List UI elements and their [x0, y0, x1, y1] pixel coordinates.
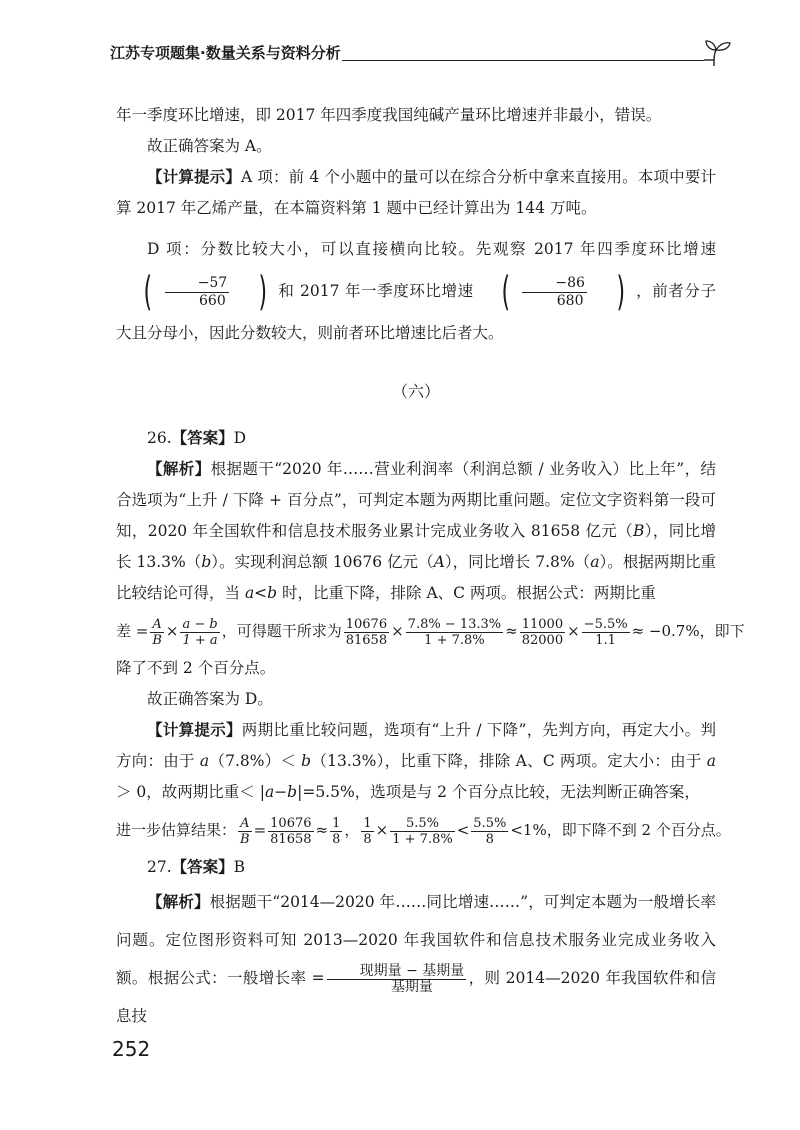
- q26-calc-tip: [116, 715, 716, 808]
- fraction: [520, 617, 565, 648]
- q26-analysis: [116, 454, 716, 609]
- text: （13.3%），比重下降，排除 A、C 两项。定大小：由于: [311, 752, 707, 770]
- denominator: B: [240, 831, 250, 847]
- page-body: [116, 100, 745, 1035]
- text: 根据题干“2014—2020 年……同比增速……”，可判定本题为一般增长率问题。定位图形资料可知 2013—2020 年我国软件和信息技术服务业完成业务收入额。根据公式：一般增长率 =: [116, 893, 716, 987]
- q26-answer: [116, 423, 716, 454]
- calc-tip-paragraph: [116, 162, 716, 224]
- answer-label: 【答案】: [171, 858, 234, 876]
- operator: ×: [165, 622, 179, 640]
- denominator: 8: [363, 831, 372, 847]
- running-header: [110, 38, 720, 68]
- numerator: A: [238, 816, 252, 832]
- question-number: 27.: [147, 858, 172, 876]
- paragraph: 故正确答案为 A。: [147, 137, 272, 155]
- numerator: 1: [332, 815, 341, 831]
- denominator: 1.1: [595, 632, 616, 648]
- denominator: 8: [485, 831, 494, 847]
- numerator: 10676: [345, 616, 388, 632]
- q27-analysis: [116, 883, 716, 1035]
- text: 时，比重下降，排除 A、C 两项。根据公式：两期比重: [277, 584, 656, 602]
- text: ≈ −0.7%，即下: [631, 622, 745, 640]
- fraction: [471, 816, 508, 847]
- text: 差 =: [116, 622, 149, 640]
- denominator: 82000: [521, 632, 564, 648]
- text: ，可得题干所求为: [221, 622, 342, 640]
- q27-answer: [116, 852, 716, 883]
- var: b: [201, 553, 212, 571]
- fraction: [238, 816, 252, 847]
- tip-text: A 项：前 4 个小题中的量可以在综合分析中拿来直接用。本项中要计算 2017 年乙烯产量，在本篇资料第 1 题中已经计算出为 144 万吨。: [116, 168, 716, 217]
- numerator: −86: [522, 275, 587, 293]
- operator: =: [253, 821, 267, 839]
- right-paren: ): [258, 269, 268, 315]
- fraction: [406, 617, 503, 648]
- text: D 项：分数比较大小，可以直接横向比较。先观察 2017 年四季度环比增速: [147, 240, 716, 258]
- numerator: 现期量 − 基期量: [327, 964, 467, 980]
- fraction: [344, 617, 389, 648]
- var: a: [590, 553, 600, 571]
- fraction: [522, 275, 587, 310]
- numerator: 1: [363, 815, 372, 831]
- paragraph: 年一季度环比增速，即 2017 年四季度我国纯碱产量环比增速并非最小，错误。: [116, 106, 662, 124]
- denominator: 1 + 7.8%: [424, 632, 485, 648]
- header-title: 江苏专项题集·数量关系与资料分析: [110, 44, 341, 62]
- denominator: 81658: [345, 632, 388, 648]
- numerator: 10676: [270, 815, 312, 831]
- tip-label: 【计算提示】: [147, 168, 242, 186]
- fraction: [330, 816, 342, 847]
- var: B: [633, 522, 645, 540]
- fraction: [390, 816, 454, 847]
- sprout-icon: [700, 38, 732, 68]
- operator: ×: [375, 821, 389, 839]
- var: a: [199, 752, 210, 770]
- right-paren: ): [616, 269, 626, 315]
- text: 和 2017 年一季度环比增速: [277, 282, 474, 300]
- text: 两期比重比较问题，选项有“上升 / 下降”，先判方向，再定大小。判方向：由于: [116, 721, 716, 770]
- var: b: [301, 752, 312, 770]
- text: 根据题干“2020 年……营业利润率（利润总额 / 业务收入）比上年”，结合选项为“上升 / 下降 + 百分点”，可判定本题为两期比重问题。定位文字资料第一段可知，2020 年全国软件和信息技术服务业累计完成业务收入 81658 亿元（: [116, 460, 716, 540]
- analysis-label: 【解析】: [147, 893, 210, 911]
- estimate-line: [116, 808, 731, 852]
- operator: ×: [391, 622, 404, 640]
- denominator: 基期量: [390, 978, 433, 995]
- paragraph: 降了不到 2 个百分点。: [116, 659, 276, 677]
- d-option-paragraph: [116, 228, 716, 354]
- fraction: [150, 617, 164, 648]
- page-number: 252: [112, 1037, 151, 1061]
- numerator: −5.5%: [583, 616, 628, 632]
- numerator: 5.5%: [473, 815, 507, 831]
- text: ）。实现利润总额 10676 亿元（: [211, 553, 434, 571]
- answer-value: D: [233, 429, 247, 447]
- paragraph: 故正确答案为 D。: [147, 690, 273, 708]
- fraction: [180, 617, 219, 648]
- left-paren: (: [501, 269, 510, 315]
- question-number: 26.: [147, 429, 172, 447]
- denominator: B: [152, 632, 162, 648]
- fraction: [582, 617, 630, 648]
- denominator: 1 + 7.8%: [392, 831, 453, 847]
- text: （7.8%）＜: [209, 752, 302, 770]
- header-rule: [342, 60, 704, 61]
- denominator: 680: [556, 292, 584, 309]
- fraction: [165, 275, 230, 310]
- var: A: [433, 553, 445, 571]
- analysis-label: 【解析】: [147, 460, 211, 478]
- tip-label: 【计算提示】: [147, 721, 242, 739]
- var: a<b: [244, 584, 278, 602]
- numerator: A: [150, 617, 164, 633]
- numerator: −57: [165, 275, 230, 293]
- text: |=5.5%，选项是与 2 个百分点比较，无法判断正确答案，: [297, 783, 700, 801]
- denominator: 81658: [270, 831, 312, 847]
- section-heading: （六）: [391, 382, 440, 401]
- text: ），同比增长 13.3%（: [116, 522, 716, 571]
- numerator: 7.8% − 13.3%: [407, 616, 502, 632]
- left-paren: (: [143, 269, 153, 315]
- text: 进一步估算结果：: [116, 821, 237, 839]
- text: <1%，即下降不到 2 个百分点。: [510, 821, 731, 839]
- numerator: 5.5%: [390, 816, 454, 832]
- denominator: 1 + a: [182, 632, 218, 648]
- operator: ≈: [505, 622, 518, 640]
- text: ，则 2014—2020 年我国软件和信息技: [116, 969, 716, 1025]
- text: ，前者分子大且分母小，因此分数较大，则前者环比增速比后者大。: [116, 282, 716, 342]
- fraction: [268, 816, 313, 847]
- fraction: [327, 964, 467, 995]
- var: a: [706, 752, 716, 770]
- denominator: 660: [199, 292, 226, 309]
- operator: ×: [567, 622, 580, 640]
- text: ）。根据两期比重比较结论可得，当: [116, 553, 716, 602]
- paren-fraction: [474, 269, 636, 315]
- text: ），同比增长 7.8%（: [444, 553, 591, 571]
- numerator: a − b: [182, 616, 218, 632]
- operator: ≈: [315, 821, 329, 839]
- var: a−b: [264, 783, 298, 801]
- paren-fraction: [116, 269, 278, 315]
- answer-label: 【答案】: [171, 429, 234, 447]
- text: ＞ 0，故两期比重＜ |: [116, 783, 265, 801]
- answer-value: B: [233, 858, 246, 876]
- denominator: 8: [332, 831, 341, 847]
- text: ，: [344, 821, 360, 839]
- fraction: [361, 816, 373, 847]
- numerator: 11000: [521, 616, 564, 632]
- operator: <: [456, 821, 470, 839]
- formula-line: [116, 609, 745, 653]
